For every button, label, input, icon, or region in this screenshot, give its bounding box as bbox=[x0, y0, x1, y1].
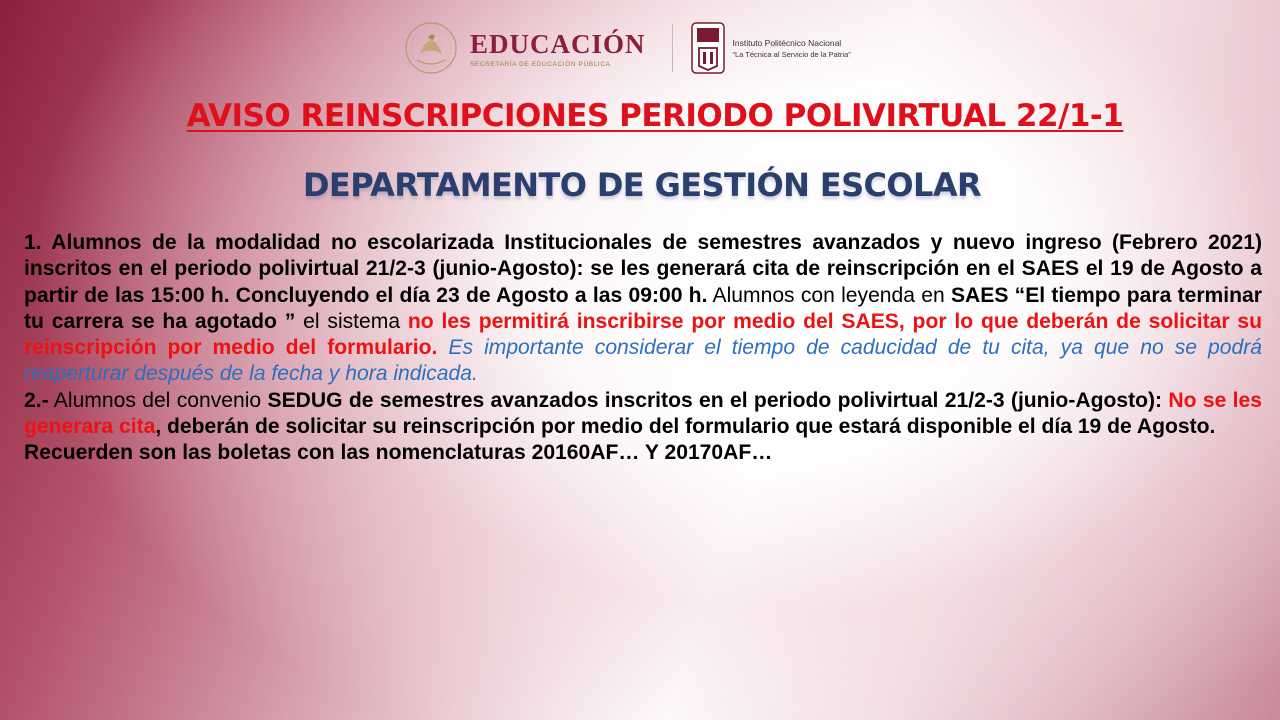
education-brand bbox=[470, 29, 646, 68]
ipn-name: Instituto Politécnico Nacional bbox=[732, 37, 842, 48]
ipn-motto: “La Técnica al Servicio de la Patria” bbox=[732, 49, 851, 59]
education-title: EDUCACIÓN bbox=[470, 28, 646, 59]
p1-blue-note: Es importante considerar el tiempo de caducidad de tu cita, ya que no se podrá reaperturar después de la fecha y hora indicada. bbox=[24, 336, 1262, 386]
header-logos bbox=[400, 16, 920, 80]
p1-bold-intro: 1. Alumnos de la modalidad no escolarizada Institucionales de semestres avanzados y nuevo ingreso (Febrero 2021) inscritos en el periodo polivirtual 21/2-3 (junio-Agosto): se les generará cita de reinscripción en el SAES el 19 de Agosto a partir de las 15:00 h. Concluyendo el día 23 de Agosto a las 09:00 h. bbox=[24, 231, 1262, 307]
p2-red-1: No se les generara cita bbox=[24, 388, 1262, 439]
p1-red-warning: no les permitirá inscribirse por medio del SAES, por lo que deberán de solicitar su reinscripción por medio del formulario. bbox=[24, 309, 1262, 360]
department-subtitle: DEPARTAMENTO DE GESTIÓN ESCOLAR bbox=[302, 166, 982, 204]
p1-bold-saes: SAES “El tiempo para terminar tu carrera se ha agotado ” bbox=[24, 283, 1262, 333]
p2-bold-2: , deberán de solicitar su reinscripción por medio del formulario que estará disponible el día 19 de Agosto. bbox=[155, 415, 1216, 439]
ipn-brand bbox=[733, 37, 851, 60]
education-subtitle: SECRETARÍA DE EDUCACIÓN PÚBLICA bbox=[470, 60, 611, 68]
paragraph-2 bbox=[24, 388, 1262, 441]
ipn-logo-icon bbox=[691, 22, 725, 74]
page-title: AVISO REINSCRIPCIONES PERIODO POLIVIRTUAL 22/1-1 bbox=[186, 98, 1124, 134]
logo-divider bbox=[672, 24, 673, 72]
notice-body bbox=[24, 230, 1262, 467]
p2-bold-num: 2.- bbox=[24, 388, 49, 412]
paragraph-1 bbox=[24, 230, 1262, 388]
paragraph-3: Recuerden son las boletas con las nomenclaturas 20160AF… Y 20170AF… bbox=[24, 441, 773, 465]
p1-normal-1: Alumnos con leyenda en bbox=[707, 283, 951, 307]
p2-normal-1: Alumnos del convenio bbox=[48, 388, 268, 412]
mexico-coat-of-arms-icon bbox=[400, 19, 462, 77]
p2-bold-1: SEDUG de semestres avanzados inscritos en el periodo polivirtual 21/2-3 (junio-Agosto): bbox=[267, 388, 1169, 412]
p1-normal-2: el sistema bbox=[295, 309, 408, 333]
